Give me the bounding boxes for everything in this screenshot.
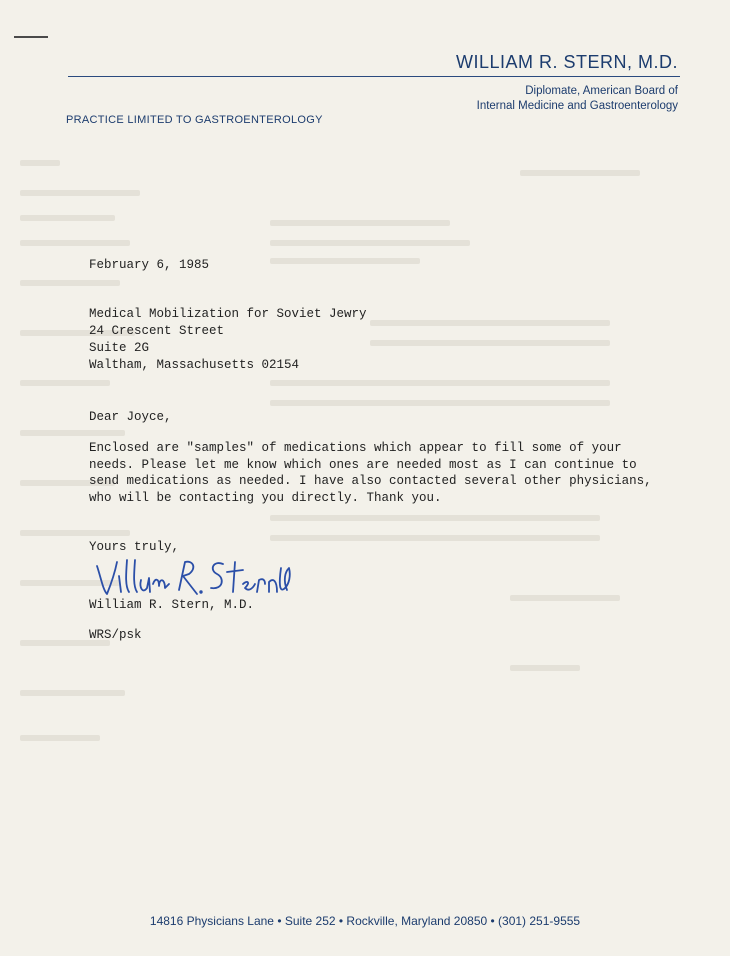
punch-mark	[14, 36, 48, 38]
recipient-line: Medical Mobilization for Soviet Jewry	[89, 307, 367, 321]
body-line: needs. Please let me know which ones are needed most as I can continue to	[89, 457, 637, 472]
body-line: who will be contacting you directly. Thank you.	[89, 490, 442, 505]
bleed-through-mark	[520, 170, 640, 176]
recipient-address	[89, 306, 367, 374]
body-line: Enclosed are "samples" of medications which appear to fill some of your	[89, 441, 622, 455]
typist-initials: WRS/psk	[89, 628, 142, 642]
letterhead-practice: PRACTICE LIMITED TO GASTROENTEROLOGY	[66, 114, 323, 126]
bleed-through-mark	[510, 665, 580, 671]
bleed-through-mark	[370, 320, 610, 326]
bleed-through-mark	[270, 258, 420, 264]
signer-name: William R. Stern, M.D.	[89, 598, 255, 612]
closing: Yours truly,	[89, 540, 180, 554]
bleed-through-mark	[20, 690, 125, 696]
bleed-through-mark	[270, 240, 470, 246]
bleed-through-mark	[20, 735, 100, 741]
recipient-line: Suite 2G	[89, 341, 150, 355]
body-line: send medications as needed. I have also contacted several other physicians,	[89, 474, 652, 488]
bleed-through-mark	[270, 535, 600, 541]
letterhead-footer: 14816 Physicians Lane • Suite 252 • Rockville, Maryland 20850 • (301) 251-9555	[149, 914, 581, 928]
letterhead-name: WILLIAM R. STERN, M.D.	[455, 52, 678, 72]
diplomate-line-2: Internal Medicine and Gastroenterology	[476, 100, 678, 112]
letter-date: February 6, 1985	[89, 258, 210, 272]
bleed-through-mark	[270, 400, 610, 406]
diplomate-line-1: Diplomate, American Board of	[525, 85, 678, 97]
bleed-through-mark	[510, 595, 620, 601]
bleed-through-mark	[20, 530, 130, 536]
bleed-through-mark	[270, 220, 450, 226]
bleed-through-mark	[270, 515, 600, 521]
letterhead-diplomate	[477, 84, 678, 114]
bleed-through-mark	[370, 340, 610, 346]
bleed-through-mark	[20, 215, 115, 221]
bleed-through-mark	[20, 240, 130, 246]
handwritten-signature	[93, 554, 293, 602]
salutation: Dear Joyce,	[89, 410, 172, 424]
bleed-through-mark	[20, 380, 110, 386]
recipient-line: Waltham, Massachusetts 02154	[89, 358, 300, 372]
bleed-through-mark	[20, 280, 120, 286]
bleed-through-mark	[20, 190, 140, 196]
bleed-through-mark	[20, 160, 60, 166]
bleed-through-mark	[270, 380, 610, 386]
recipient-line: 24 Crescent Street	[89, 324, 225, 338]
letter-body	[89, 440, 689, 506]
letterhead-rule	[68, 76, 680, 77]
bleed-through-mark	[20, 430, 125, 436]
